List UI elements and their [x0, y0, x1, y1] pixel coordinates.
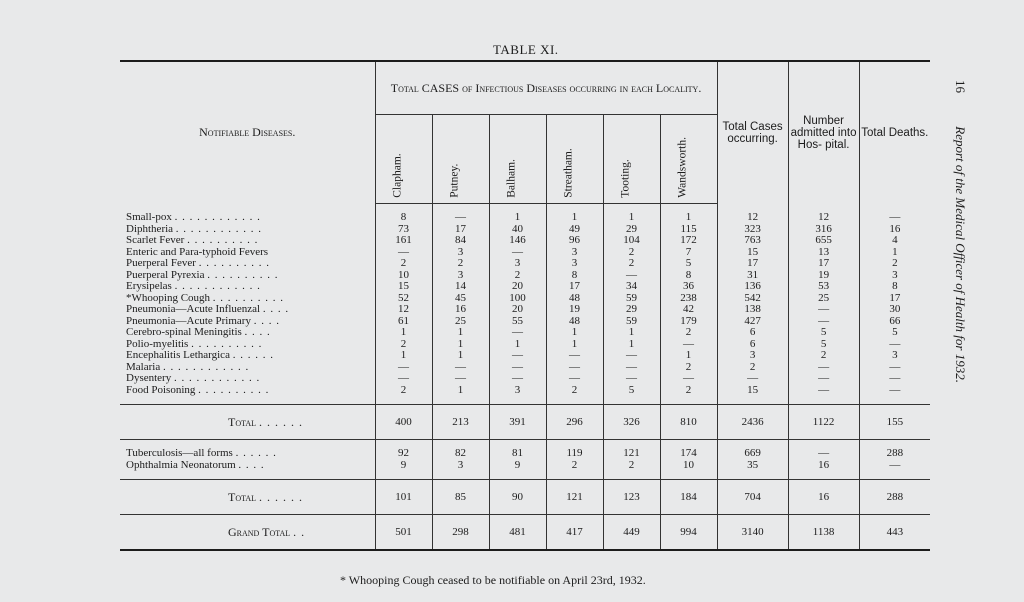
total-row: [120, 405, 930, 440]
value-cell: —: [889, 383, 901, 396]
value-cell: —: [546, 373, 603, 385]
value-cell: 288: [859, 480, 930, 515]
locality-header-clapham: Clapham.: [375, 115, 432, 204]
value-cell: —: [788, 373, 859, 385]
table-row: [120, 362, 930, 374]
value-cell: 81: [489, 448, 546, 460]
table-row: [120, 339, 930, 351]
disease-name: Cerebro-spinal Meningitis: [126, 327, 242, 339]
value-cell: 92: [375, 448, 432, 460]
value-cell: —: [489, 247, 546, 259]
disease-name-cell: [120, 448, 375, 460]
leader-dots: . . . . . .: [259, 490, 304, 504]
value-cell: —: [788, 385, 859, 397]
value-cell: 17: [889, 291, 901, 304]
table-row: [120, 460, 930, 472]
value-cell: —: [603, 350, 660, 362]
value-cell: —: [603, 362, 660, 374]
value-cell: 13: [788, 247, 859, 259]
spacer-row: [120, 204, 930, 213]
value-cell: 8: [546, 270, 603, 282]
disease-name-cell: [120, 212, 375, 224]
value-cell: 48: [546, 316, 603, 328]
value-cell: 655: [788, 235, 859, 247]
value-cell: 10: [375, 270, 432, 282]
value-cell: 2: [892, 257, 898, 270]
value-cell: 59: [603, 293, 660, 305]
value-cell: 16: [788, 460, 859, 472]
value-cell: 3: [892, 349, 898, 362]
value-cell: 3: [546, 247, 603, 259]
value-cell: 3: [489, 385, 546, 397]
leader-dots: . . . . . .: [232, 350, 274, 362]
value-cell: 8: [375, 212, 432, 224]
disease-name: Ophthalmia Neonatorum: [126, 459, 236, 471]
table-row: [120, 235, 930, 247]
value-cell: 101: [375, 480, 432, 515]
locality-header-putney: Putney.: [432, 115, 489, 204]
value-cell: 12: [788, 212, 859, 224]
leader-dots: . . . . . . . . . . . .: [173, 373, 261, 385]
value-cell: —: [603, 270, 660, 282]
value-cell: 6: [717, 327, 788, 339]
disease-name: Small-pox: [126, 212, 172, 224]
disease-name: Grand Total: [228, 525, 291, 539]
table-row: [120, 212, 930, 224]
value-cell: 316: [788, 224, 859, 236]
value-cell: —: [432, 373, 489, 385]
value-cell: 1: [546, 212, 603, 224]
leader-dots: . . . .: [253, 315, 280, 327]
leader-dots: . . . . . . . . . .: [198, 384, 270, 396]
value-cell: 326: [603, 405, 660, 440]
value-cell: 2: [603, 247, 660, 259]
value-cell: 1: [603, 327, 660, 339]
value-cell: 35: [717, 460, 788, 472]
disease-name-cell: [120, 224, 375, 236]
leader-dots: . . . . . . . . . .: [191, 338, 263, 350]
value-cell: 427: [717, 316, 788, 328]
value-cell: 96: [546, 235, 603, 247]
disease-name-cell: [120, 281, 375, 293]
value-cell: 2: [546, 460, 603, 472]
value-cell: 61: [375, 316, 432, 328]
value-cell: 9: [375, 460, 432, 472]
leader-dots: . . . . . . . . . . . .: [174, 212, 261, 224]
value-cell: 3: [546, 258, 603, 270]
value-cell: 10: [660, 460, 717, 472]
disease-name-cell: [120, 258, 375, 270]
value-cell: 2: [375, 339, 432, 351]
table-title: TABLE XI.: [493, 42, 559, 57]
value-cell: 1: [660, 212, 717, 224]
value-cell: —: [546, 362, 603, 374]
disease-name-cell: [120, 460, 375, 472]
value-cell: 19: [788, 270, 859, 282]
value-cell: 17: [788, 258, 859, 270]
value-cell: 17: [432, 224, 489, 236]
value-cell: 2: [788, 350, 859, 362]
table-row: [120, 350, 930, 362]
value-cell: 48: [546, 293, 603, 305]
value-cell: 1: [375, 327, 432, 339]
value-cell: —: [375, 373, 432, 385]
value-cell: —: [889, 211, 901, 224]
value-cell: 8: [660, 270, 717, 282]
value-cell: 2: [660, 362, 717, 374]
table-row: [120, 270, 930, 282]
table-row: [120, 258, 930, 270]
value-cell: —: [660, 373, 717, 385]
value-cell: 994: [660, 515, 717, 551]
disease-name-cell: [120, 405, 375, 440]
value-cell: 45: [432, 293, 489, 305]
value-cell: 763: [717, 235, 788, 247]
disease-name: Pneumonia—Acute Primary: [126, 315, 251, 327]
spacer-row: [120, 396, 930, 405]
value-cell: 121: [546, 480, 603, 515]
value-cell: 296: [546, 405, 603, 440]
table-row: [120, 304, 930, 316]
running-title: Report of the Medical Officer of Health for 1932.: [953, 126, 968, 383]
disease-name-cell: [120, 373, 375, 385]
value-cell: —: [432, 212, 489, 224]
value-cell: 5: [788, 327, 859, 339]
value-cell: 29: [603, 224, 660, 236]
value-cell: —: [489, 327, 546, 339]
value-cell: 481: [489, 515, 546, 551]
value-cell: 391: [489, 405, 546, 440]
disease-name-cell: [120, 350, 375, 362]
value-cell: 42: [660, 304, 717, 316]
table-row: [120, 327, 930, 339]
leader-dots: . . . . . . . . . . . .: [174, 281, 261, 293]
total-deaths-header: Total Deaths.: [861, 126, 929, 139]
value-cell: 30: [889, 303, 901, 316]
value-cell: 7: [660, 247, 717, 259]
disease-name-cell: [120, 316, 375, 328]
value-cell: —: [889, 360, 901, 373]
value-cell: 34: [603, 281, 660, 293]
value-cell: 4: [892, 234, 898, 247]
value-cell: 2: [432, 258, 489, 270]
disease-name: Total: [228, 490, 257, 504]
value-cell: 1: [432, 350, 489, 362]
value-cell: 19: [546, 304, 603, 316]
value-cell: —: [788, 316, 859, 328]
disease-name-cell: [120, 327, 375, 339]
value-cell: —: [489, 362, 546, 374]
leader-dots: . . . . . . . . . .: [212, 292, 285, 304]
value-cell: —: [788, 448, 859, 460]
value-cell: 31: [717, 270, 788, 282]
disease-name: Total: [228, 415, 257, 429]
disease-name: Diphtheria: [126, 223, 174, 235]
value-cell: 155: [859, 405, 930, 440]
value-cell: 3: [432, 270, 489, 282]
value-cell: —: [489, 373, 546, 385]
value-cell: —: [489, 350, 546, 362]
leader-dots: . . . .: [262, 304, 290, 316]
value-cell: 5: [660, 258, 717, 270]
disease-name: Puerperal Fever: [126, 258, 196, 270]
value-cell: 2: [660, 327, 717, 339]
disease-name-cell: [120, 480, 375, 515]
leader-dots: . . . . . . . . . . . .: [162, 361, 250, 373]
value-cell: 49: [546, 224, 603, 236]
value-cell: 238: [660, 293, 717, 305]
leader-dots: . . . . . . . . . .: [198, 258, 270, 270]
value-cell: 15: [717, 247, 788, 259]
value-cell: 12: [717, 212, 788, 224]
disease-name: Dysentery: [126, 373, 172, 385]
value-cell: 17: [546, 281, 603, 293]
value-cell: 9: [489, 460, 546, 472]
locality-header-wandsworth: Wandsworth.: [660, 115, 717, 204]
value-cell: 1138: [788, 515, 859, 551]
value-cell: 16: [788, 480, 859, 515]
disease-name: Puerperal Pyrexia: [126, 269, 205, 281]
value-cell: 82: [432, 448, 489, 460]
value-cell: 179: [660, 316, 717, 328]
value-cell: 136: [717, 281, 788, 293]
value-cell: 1: [660, 350, 717, 362]
disease-name-cell: [120, 247, 375, 259]
value-cell: —: [788, 304, 859, 316]
disease-name: Encephalitis Lethargica: [126, 350, 230, 362]
value-cell: 2: [603, 460, 660, 472]
value-cell: 20: [489, 281, 546, 293]
disease-name: Malaria: [126, 361, 161, 373]
value-cell: —: [889, 337, 901, 350]
value-cell: 1: [892, 245, 898, 258]
value-cell: 1122: [788, 405, 859, 440]
value-cell: 6: [717, 339, 788, 351]
table-row: [120, 448, 930, 460]
value-cell: 2: [717, 362, 788, 374]
table-row: [120, 373, 930, 385]
spacer-row: [120, 471, 930, 480]
value-cell: —: [717, 373, 788, 385]
value-cell: —: [546, 350, 603, 362]
value-cell: 138: [717, 304, 788, 316]
value-cell: 5: [603, 385, 660, 397]
value-cell: 84: [432, 235, 489, 247]
leader-dots: . . . . . .: [235, 448, 277, 460]
value-cell: 29: [603, 304, 660, 316]
disease-name: Tuberculosis—all forms: [126, 448, 233, 460]
value-cell: 104: [603, 235, 660, 247]
disease-name-cell: [120, 293, 375, 305]
value-cell: 15: [375, 281, 432, 293]
value-cell: 55: [489, 316, 546, 328]
value-cell: 1: [432, 327, 489, 339]
table-row: [120, 316, 930, 328]
value-cell: 14: [432, 281, 489, 293]
disease-name: Polio-myelitis: [126, 338, 189, 350]
locality-header-tooting: Tooting.: [603, 115, 660, 204]
locality-header-streatham: Streatham.: [546, 115, 603, 204]
value-cell: 3: [489, 258, 546, 270]
disease-name-cell: [120, 270, 375, 282]
value-cell: 2: [546, 385, 603, 397]
disease-name-cell: [120, 515, 375, 551]
disease-name: Enteric and Para-typhoid Fevers: [126, 246, 269, 258]
value-cell: —: [432, 362, 489, 374]
leader-dots: . . . . . . . . . .: [207, 269, 279, 281]
value-cell: 119: [546, 448, 603, 460]
spacer-row: [120, 440, 930, 449]
leader-dots: . . . .: [238, 459, 265, 471]
value-cell: 17: [717, 258, 788, 270]
value-cell: 1: [546, 327, 603, 339]
value-cell: 323: [717, 224, 788, 236]
table-body: [120, 204, 930, 551]
value-cell: 443: [859, 515, 930, 551]
value-cell: 417: [546, 515, 603, 551]
value-cell: —: [375, 247, 432, 259]
value-cell: 36: [660, 281, 717, 293]
value-cell: 123: [603, 480, 660, 515]
value-cell: 2: [603, 258, 660, 270]
value-cell: 400: [375, 405, 432, 440]
disease-name: *Whooping Cough: [126, 292, 211, 304]
value-cell: 1: [603, 212, 660, 224]
value-cell: 5: [788, 339, 859, 351]
value-cell: —: [603, 373, 660, 385]
value-cell: 2: [489, 270, 546, 282]
grand-total-row: [120, 515, 930, 551]
value-cell: 1: [489, 212, 546, 224]
value-cell: —: [889, 372, 901, 385]
table-row: [120, 385, 930, 397]
value-cell: 85: [432, 480, 489, 515]
value-cell: —: [889, 458, 901, 471]
value-cell: 8: [892, 280, 898, 293]
value-cell: 288: [886, 447, 904, 460]
value-cell: 1: [432, 385, 489, 397]
value-cell: 121: [603, 448, 660, 460]
value-cell: 73: [375, 224, 432, 236]
disease-name: Scarlet Fever: [126, 235, 185, 247]
value-cell: 100: [489, 293, 546, 305]
value-cell: 52: [375, 293, 432, 305]
value-cell: 213: [432, 405, 489, 440]
locality-group-header: Total CASES of Infectious Diseases occurring in each Locality.: [375, 62, 717, 115]
footnote: * Whooping Cough ceased to be notifiable on April 23rd, 1932.: [340, 573, 646, 587]
value-cell: 16: [432, 304, 489, 316]
table-row: [120, 293, 930, 305]
value-cell: 1: [603, 339, 660, 351]
value-cell: 53: [788, 281, 859, 293]
value-cell: 5: [892, 326, 898, 339]
value-cell: 1: [546, 339, 603, 351]
disease-name-cell: [120, 304, 375, 316]
infectious-diseases-table: [120, 62, 930, 551]
value-cell: 16: [889, 222, 901, 235]
value-cell: 20: [489, 304, 546, 316]
value-cell: 704: [717, 480, 788, 515]
table-row: [120, 281, 930, 293]
value-cell: 25: [432, 316, 489, 328]
total-row: [120, 480, 930, 515]
value-cell: 161: [375, 235, 432, 247]
value-cell: —: [375, 362, 432, 374]
value-cell: 115: [660, 224, 717, 236]
value-cell: 449: [603, 515, 660, 551]
value-cell: 501: [375, 515, 432, 551]
value-cell: 90: [489, 480, 546, 515]
leader-dots: . . . . . .: [259, 415, 304, 429]
leader-dots: . . . . . . . . . . . .: [175, 223, 263, 235]
disease-name: Erysipelas: [126, 281, 172, 293]
value-cell: 1: [432, 339, 489, 351]
value-cell: 3: [892, 268, 898, 281]
value-cell: 2436: [717, 405, 788, 440]
value-cell: —: [660, 339, 717, 351]
table-row: [120, 247, 930, 259]
value-cell: —: [788, 362, 859, 374]
disease-name: Pneumonia—Acute Influenzal: [126, 304, 261, 316]
value-cell: 66: [889, 314, 901, 327]
admitted-hospital-header: Number admitted into Hos- pital.: [788, 62, 859, 204]
value-cell: 172: [660, 235, 717, 247]
value-cell: 1: [489, 339, 546, 351]
value-cell: 669: [717, 448, 788, 460]
value-cell: 12: [375, 304, 432, 316]
disease-name-cell: [120, 385, 375, 397]
page-number: 16: [953, 80, 968, 93]
notifiable-diseases-header: Notifiable Diseases.: [120, 62, 375, 204]
leader-dots: . . . .: [244, 327, 271, 339]
value-cell: 25: [788, 293, 859, 305]
value-cell: 184: [660, 480, 717, 515]
value-cell: 15: [717, 385, 788, 397]
value-cell: 2: [375, 385, 432, 397]
value-cell: 3: [717, 350, 788, 362]
value-cell: 3: [432, 460, 489, 472]
value-cell: 298: [432, 515, 489, 551]
total-cases-header: Total Cases occurring.: [717, 62, 788, 204]
value-cell: 146: [489, 235, 546, 247]
value-cell: 2: [660, 385, 717, 397]
leader-dots: . . . . . . . . . .: [187, 235, 259, 247]
value-cell: 40: [489, 224, 546, 236]
value-cell: 59: [603, 316, 660, 328]
locality-header-balham: Balham.: [489, 115, 546, 204]
value-cell: 542: [717, 293, 788, 305]
value-cell: 174: [660, 448, 717, 460]
disease-name-cell: [120, 235, 375, 247]
margin-running-title: [952, 80, 968, 500]
disease-name-cell: [120, 339, 375, 351]
disease-name: Food Poisoning: [126, 384, 196, 396]
value-cell: 810: [660, 405, 717, 440]
value-cell: 2: [375, 258, 432, 270]
value-cell: 1: [375, 350, 432, 362]
leader-dots: . .: [293, 525, 306, 539]
value-cell: 3140: [717, 515, 788, 551]
disease-name-cell: [120, 362, 375, 374]
value-cell: 3: [432, 247, 489, 259]
